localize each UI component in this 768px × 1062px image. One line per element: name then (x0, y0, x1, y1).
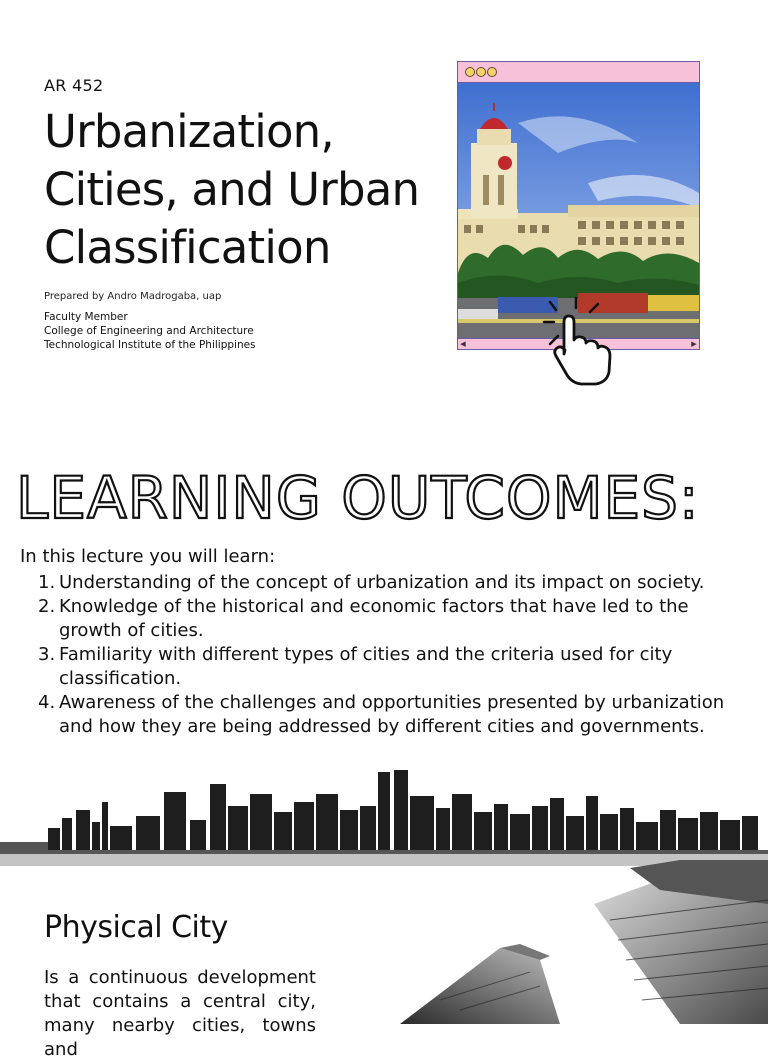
physical-city-heading: Physical City (44, 910, 228, 945)
prepared-by: Prepared by Andro Madrogaba, uap (44, 291, 222, 302)
city-skyline-image (0, 766, 768, 866)
browser-title-bar (458, 62, 699, 83)
window-dot-icon (487, 67, 497, 77)
scroll-right-icon[interactable]: ▶ (691, 340, 697, 348)
list-item-text: Knowledge of the historical and economic factors that have led to the growth of cities. (59, 596, 689, 641)
list-item-number: 2. (38, 596, 56, 617)
course-code: AR 452 (44, 76, 104, 95)
window-dot-icon (465, 67, 475, 77)
list-item-number: 4. (38, 692, 56, 713)
faculty-college: College of Engineering and Architecture (44, 325, 254, 337)
faculty-institution: Technological Institute of the Philippines (44, 339, 256, 351)
list-item (34, 571, 746, 595)
list-item (34, 643, 746, 691)
learning-outcomes-intro: In this lecture you will learn: (20, 546, 276, 567)
scroll-left-icon[interactable]: ◀ (460, 340, 466, 348)
learning-outcomes-heading: LEARNING OUTCOMES: (16, 464, 700, 532)
list-item (34, 595, 746, 643)
pointing-hand-cursor-icon (536, 296, 628, 388)
list-item-text: Understanding of the concept of urbanization and its impact on society. (59, 572, 705, 593)
physical-city-text: Is a continuous development that contains a central city, many nearby cities, towns and (44, 967, 316, 1060)
list-item-number: 1. (38, 572, 56, 593)
skyscrapers-photo (380, 860, 768, 1024)
learning-outcomes-list (34, 571, 746, 739)
page-title: Urbanization, Cities, and Urban Classification (44, 105, 420, 274)
window-dot-icon (476, 67, 486, 77)
list-item (34, 691, 746, 739)
list-item-number: 3. (38, 644, 56, 665)
list-item-text: Familiarity with different types of cities and the criteria used for city classification. (59, 644, 673, 689)
list-item-text: Awareness of the challenges and opportunities presented by urbanization and how they are being addressed by different cities and governments. (59, 692, 725, 737)
faculty-role: Faculty Member (44, 311, 128, 323)
faculty-info (44, 310, 256, 352)
